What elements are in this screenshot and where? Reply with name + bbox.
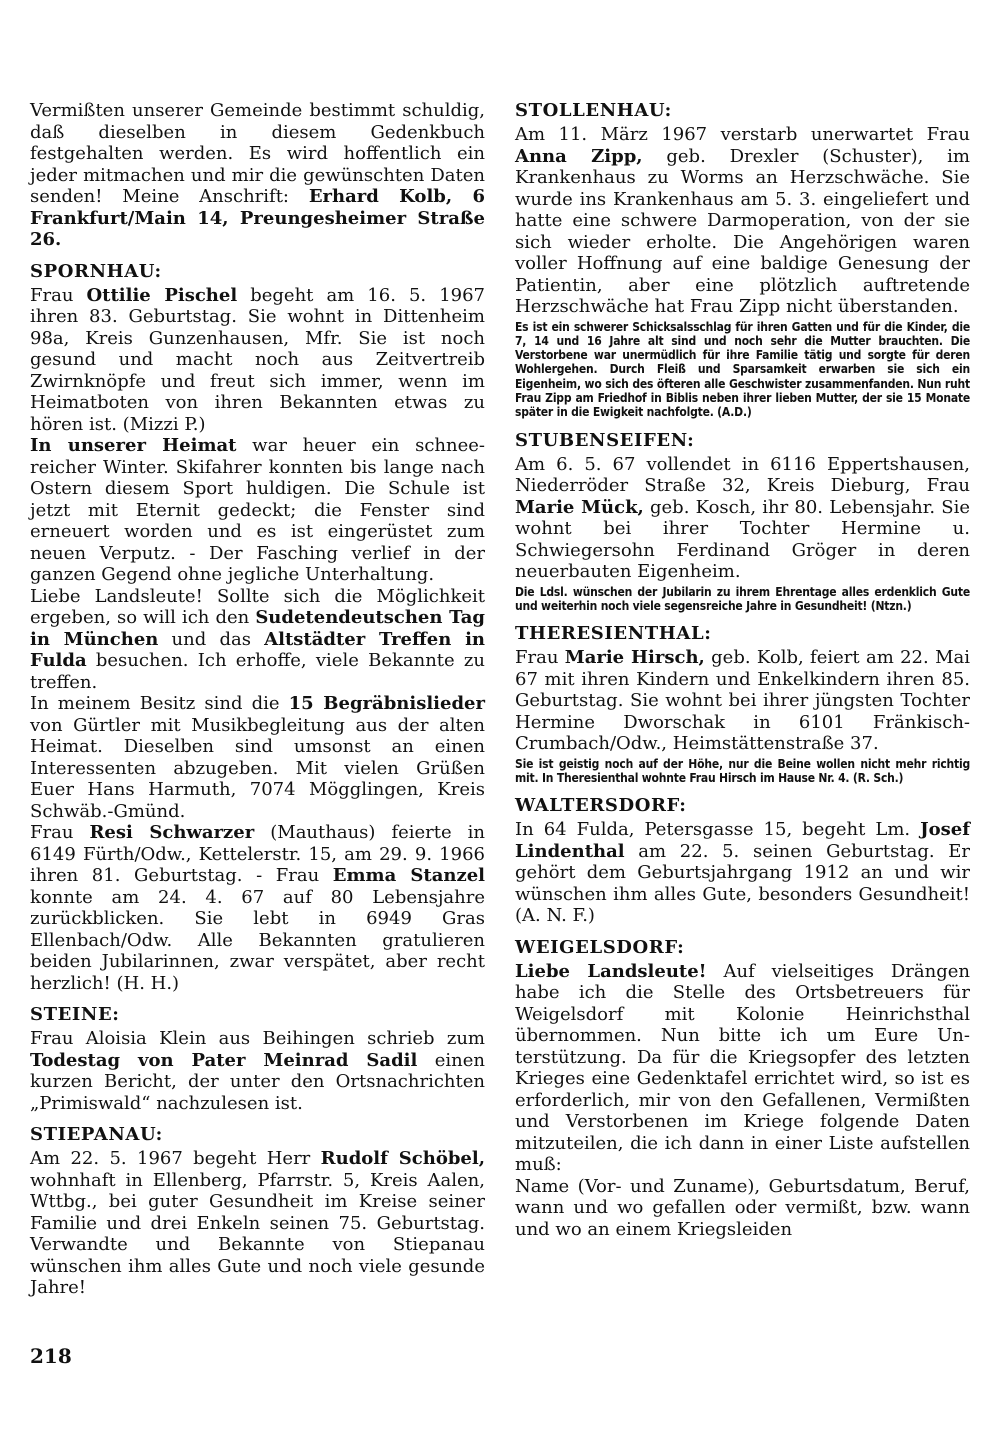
spornhau-paragraph-1 — [30, 285, 485, 436]
bold-run: Ottilie Pischel — [86, 284, 238, 306]
bold-run: Todestag von Pater Meinrad Sadil — [30, 1049, 418, 1071]
bold-run: 15 Begräbnislieder — [288, 693, 485, 714]
text-run: konnte am 24. 4. 67 auf 80 Lebensjahre zurückblicken. Sie lebt in 6949 Gras Ellenbach/Odw. Alle Bekannten gratulieren beiden Jubilarinnen, zwar verspätet, aber recht herzlich! (H. H.) — [30, 886, 485, 994]
text-run: Liebe Landsleute! Sollte sich die Möglichkeit ergeben, so will ich den — [30, 585, 485, 628]
text-run: und das — [158, 628, 265, 650]
theresienthal-small-print: Sie ist geistig noch auf der Höhe, nur die Beine wollen nicht mehr richtig mit. In Theresienthal wohnte Frau Hirsch im Hause Nr. 4. (R. Sch.) — [515, 756, 970, 785]
text-run: Am 22. 5. 1967 begeht Herr — [30, 1148, 321, 1169]
text-run: war heuer ein schneereicher Winter. Skifahrer konnten bis lange nach Ostern diesem Sport huldigen. Die Schule ist jetzt mit Eternit gedeckt; die Fenster sind erneuert worden und es ist eingerüstet zum neuen Verputz. - Der Fasching verlief in der ganzen Gegend ohne jegliche Unterhaltung. — [30, 435, 485, 585]
heading-waltersdorf: WALTERSDORF: — [515, 795, 687, 817]
heading-weigelsdorf: WEIGELSDORF: — [515, 936, 685, 958]
text-run: In meinem Besitz sind die — [30, 693, 289, 714]
intro-paragraph — [30, 100, 485, 251]
spornhau-paragraph-5 — [30, 822, 485, 994]
text-run: am 22. 5. seinen Geburtstag. Er gehört dem Geburtsjahrgang 1912 an und wir wünschen ihm alles Gute, besonders Gesundheit! (A. N. F.) — [515, 840, 970, 927]
text-run: Frau — [30, 822, 90, 843]
text-run: von Gürtler mit Musikbegleitung aus der alten Heimat. Dieselben sind umsonst an einen Interessenten abzugeben. Mit vielen Grüßen Euer Hans Harmuth, 7074 Mögglingen, Kreis Schwäb.-Gmünd. — [30, 714, 485, 822]
left-column — [30, 100, 485, 1299]
heading-stubenseifen: STUBENSEIFEN: — [515, 429, 695, 451]
spornhau-paragraph-4 — [30, 693, 485, 822]
bold-run: Erhard Kolb, 6 Frankfurt/Main 14, Preungesheimer Straße 26. — [30, 186, 486, 250]
text-run: begeht am 16. 5. 1967 ihren 83. Geburtstag. Sie wohnt in Dittenheim 98a, Kreis Gunzenhausen, Mfr. Sie ist noch gesund und macht noch aus Zeitvertreib Zwirnknöpfe und freut sich immer, wenn im Heimatboten von ihren Bekannten etwas zu hören ist. (Mizzi P.) — [30, 284, 485, 435]
weigelsdorf-paragraph-1 — [515, 961, 970, 1176]
text-run: Auf vielseitiges Drängen habe ich die Stelle des Ortsbetreuers für Weigelsdorf mit Kolonie Heinrichsthal übernommen. Nun bitte ich um Eure Unterstützung. Da für die Kriegsopfer des letzten Krieges eine Gedenktafel errichtet wird, so ist es erforderlich, mir von den Gefallenen, Vermißten und Verstorbenen im Kriege folgende Daten mitzuteilen, die ich dann in einer Liste aufstellen muß: — [515, 960, 971, 1176]
spornhau-paragraph-2 — [30, 435, 485, 586]
heading-stollenhau: STOLLENHAU: — [515, 100, 672, 121]
text-run: besuchen. Ich erhoffe, viele Bekannte zu treffen. — [30, 650, 485, 693]
bold-run: In unserer Heimat — [30, 435, 237, 456]
text-run: geb. Kosch, ihr 80. Lebensjahr. Sie wohnt bei ihrer Tochter Hermine u. Schwiegersohn Ferdinand Gröger in deren neuerbauten Eigenheim. — [515, 496, 970, 583]
weigelsdorf-paragraph-2: Name (Vor- und Zuname), Geburtsdatum, Beruf, wann und wo gefallen oder vermißt, bzw. wann und wo an einem Kriegsleiden — [515, 1175, 970, 1240]
text-run: einen kurzen Bericht, der unter den Ortsnachrichten „Primiswald“ nachzulesen ist. — [30, 1049, 485, 1114]
bold-run: Emma Stanzel — [332, 865, 485, 886]
bold-run: Rudolf Schöbel, — [320, 1148, 485, 1169]
right-column — [515, 100, 970, 1240]
bold-run: Altstädter Treffen in Fulda — [30, 628, 485, 671]
stubenseifen-paragraph — [515, 454, 970, 583]
text-run: wohnhaft in Ellenberg, Pfarrstr. 5, Kreis Aalen, Wttbg., bei guter Gesundheit im Kreise seiner Familie und drei Enkeln seinen 75. Geburtstag. Verwandte und Bekannte von Stiepanau wünschen ihm alles Gute und noch viele gesunde Jahre! — [30, 1169, 485, 1298]
theresienthal-paragraph — [515, 647, 970, 755]
bold-run: Marie Hirsch, — [564, 647, 705, 669]
page-number: 218 — [30, 1344, 72, 1368]
text-run: geb. Drexler (Schuster), im Krankenhaus zu Worms an Herzschwäche. Sie wurde ins Krankenhaus am 5. 3. eingeliefert und hatte eine schwere Darmoperation, von der sie sich wieder erholte. Die Angehörigen waren voller Hoffnung auf eine baldige Genesung der Patientin, aber eine plötzlich auftretende Herzschwäche hat Frau Zipp nicht überstanden. — [515, 145, 970, 317]
bold-run: Josef Lindenthal — [515, 819, 970, 862]
heading-spornhau: SPORNHAU: — [30, 260, 162, 282]
spornhau-paragraph-3 — [30, 586, 485, 694]
bold-run: Marie Mück, — [515, 496, 644, 518]
stubenseifen-small-print: Die Ldsl. wünschen der Jubilarin zu ihrem Ehrentage alles erdenklich Gute und weiterhin noch viele segensreiche Jahre in Gesundheit! (Ntzn.) — [515, 584, 970, 613]
text-run: In 64 Fulda, Petersgasse 15, begeht Lm. — [515, 819, 921, 841]
text-run: Frau Aloisia Klein aus Beihingen schrieb zum — [30, 1028, 485, 1049]
heading-theresienthal: THERESIENTHAL: — [515, 623, 712, 645]
bold-run: Liebe Landsleute! — [515, 960, 707, 982]
bold-run: Anna Zipp, — [515, 145, 643, 167]
text-run: Vermißten unserer Gemeinde bestimmt schuldig, daß dieselben in diesem Gedenkbuch festgehalten werden. Es wird hoffentlich ein jeder mitmachen und mir die gewünschten Daten senden! Meine Anschrift: — [30, 100, 485, 207]
stollenhau-small-print: Es ist ein schwerer Schicksalsschlag für ihren Gatten und für die Kinder, die 7, 14 und 16 Jahre alt sind und noch sehr die Mutter brauchten. Die Verstorbene war unermüdlich für ihre Familie tätig und sorgte für deren Wohlergehen. Durch Fleiß und Sparsamkeit erwarben sie sich ein Eigenheim, wo sich des öfteren alle Geschwister zusammenfanden. Nun ruht Frau Zipp am Friedhof in Biblis neben ihrer lieben Mutter, der sie 15 Monate später in die Ewigkeit nachfolgte. (A.D.) — [515, 319, 970, 420]
text-run: Am 6. 5. 67 vollendet in 6116 Eppertshausen, Niederröder Straße 32, Kreis Dieburg, Frau — [515, 453, 970, 497]
text-run: geb. Kolb, feiert am 22. Mai 67 mit ihren Kindern und Enkelkindern ihren 85. Geburtstag. Sie wohnt bei ihrer jüngsten Tochter Hermine Dworschak in 6101 Fränkisch-Crumbach/Odw., Heimstättenstraße 37. — [515, 647, 970, 755]
stollenhau-paragraph — [515, 124, 970, 318]
waltersdorf-paragraph — [515, 819, 970, 927]
stiepanau-paragraph — [30, 1148, 485, 1299]
heading-steine: STEINE: — [30, 1004, 120, 1025]
text-run: Am 11. März 1967 verstarb unerwartet Frau — [515, 124, 970, 145]
heading-stiepanau: STIEPANAU: — [30, 1124, 163, 1145]
text-run: Frau — [30, 284, 87, 306]
text-run: Frau — [515, 647, 565, 669]
bold-run: Sudetendeutschen Tag in München — [30, 607, 486, 650]
steine-paragraph — [30, 1028, 485, 1114]
bold-run: Resi Schwarzer — [89, 822, 255, 843]
text-run: (Mauthaus) feierte in 6149 Fürth/Odw., Kettelerstr. 15, am 29. 9. 1966 ihren 81. Geburtstag. - Frau — [30, 822, 486, 886]
